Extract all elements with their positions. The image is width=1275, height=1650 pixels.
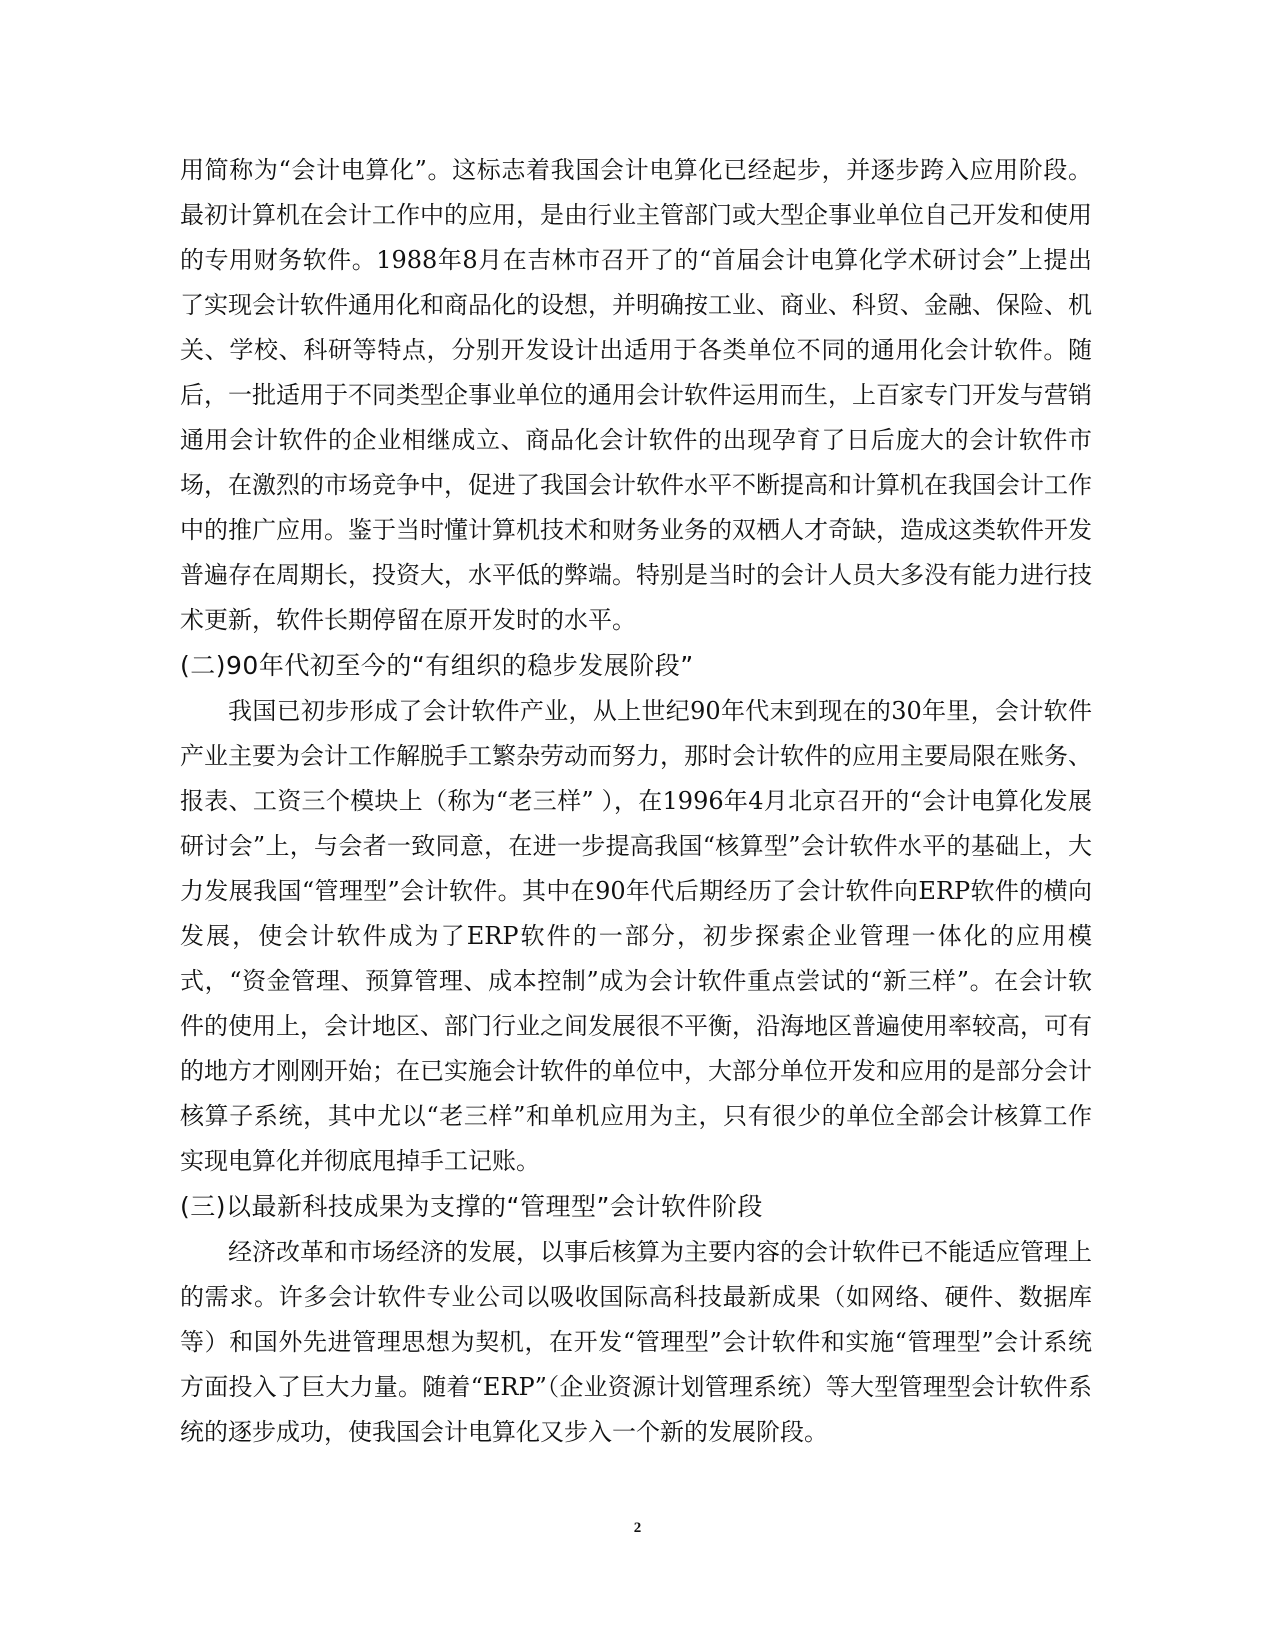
document-body bbox=[180, 148, 1092, 1455]
section-heading-2: (二)90年代初至今的“有组织的稳步发展阶段” bbox=[180, 651, 694, 680]
paragraph-section-2: 我国已初步形成了会计软件产业，从上世纪90年代末到现在的30年里，会计软件产业主要为会计工作解脱手工繁杂劳动而努力，那时会计软件的应用主要局限在账务、报表、工资三个模块上（称为“老三样” ），在1996年4月北京召开的“会计电算化发展研讨会”上，与会者一致同意，在进一步提高我国“核算型”会计软件水平的基础上，大力发展我国“管理型”会计软件。其中在90年代后期经历了会计软件向ERP软件的横向发展，使会计软件成为了ERP软件的一部分，初步探索企业管理一体化的应用模式，“资金管理、预算管理、成本控制”成为会计软件重点尝试的“新三样”。在会计软件的使用上，会计地区、部门行业之间发展很不平衡，沿海地区普遍使用率较高，可有的地方才刚刚开始；在已实施会计软件的单位中，大部分单位开发和应用的是部分会计核算子系统，其中尤以“老三样”和单机应用为主，只有很少的单位全部会计核算工作实现电算化并彻底甩掉手工记账。 bbox=[180, 697, 1092, 1175]
paragraph-section-3: 经济改革和市场经济的发展，以事后核算为主要内容的会计软件已不能适应管理上的需求。许多会计软件专业公司以吸收国际高科技最新成果（如网络、硬件、数据库等）和国外先进管理思想为契机，在开发“管理型”会计软件和实施“管理型”会计系统方面投入了巨大力量。随着“ERP”（企业资源计划管理系统）等大型管理型会计软件系统的逐步成功，使我国会计电算化又步入一个新的发展阶段。 bbox=[180, 1238, 1092, 1446]
paragraph-continuation: 用简称为“会计电算化”。这标志着我国会计电算化已经起步，并逐步跨入应用阶段。最初计算机在会计工作中的应用，是由行业主管部门或大型企事业单位自己开发和使用的专用财务软件。1988年8月在吉林市召开了的“首届会计电算化学术研讨会”上提出了实现会计软件通用化和商品化的设想，并明确按工业、商业、科贸、金融、保险、机关、学校、科研等特点，分别开发设计出适用于各类单位不同的通用化会计软件。随后，一批适用于不同类型企事业单位的通用会计软件运用而生，上百家专门开发与营销通用会计软件的企业相继成立、商品化会计软件的出现孕育了日后庞大的会计软件市场，在激烈的市场竞争中，促进了我国会计软件水平不断提高和计算机在我国会计工作中的推广应用。鉴于当时懂计算机技术和财务业务的双栖人才奇缺，造成这类软件开发普遍存在周期长，投资大，水平低的弊端。特别是当时的会计人员大多没有能力进行技术更新，软件长期停留在原开发时的水平。 bbox=[180, 156, 1092, 634]
page-number: 2 bbox=[633, 1520, 642, 1536]
section-heading-3: (三)以最新科技成果为支撑的“管理型”会计软件阶段 bbox=[180, 1192, 763, 1221]
